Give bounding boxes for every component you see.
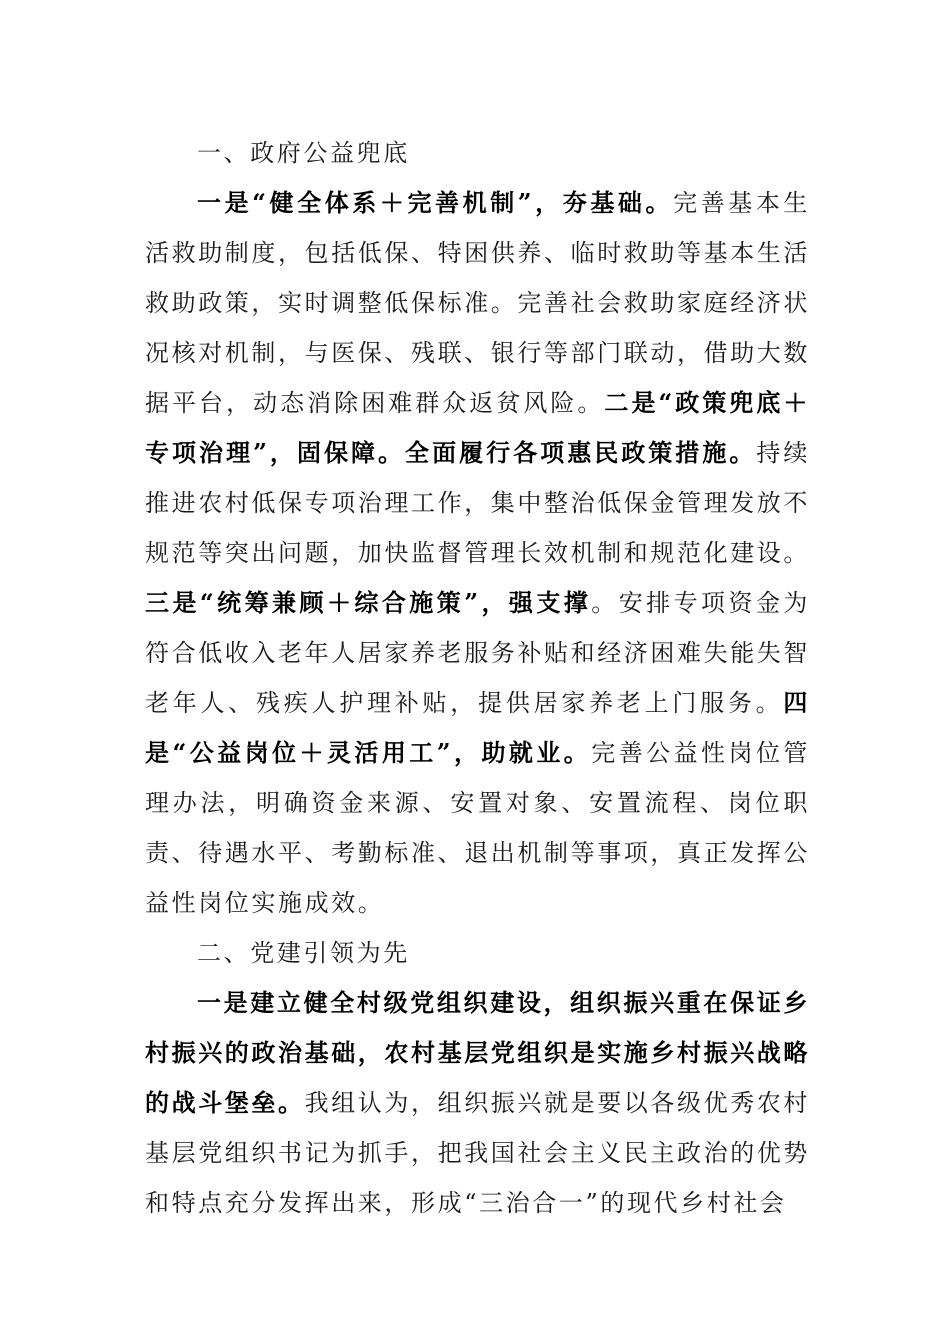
bold-lead-4: 四是“公益岗位＋灵活用工”，助就业。 [145, 688, 810, 767]
section-heading-2: 二、党建引领为先 [197, 939, 410, 967]
body-text-2: 持续推进农村低保专项治理工作，集中整治低保金管理发放不规范等突出问题，加快监督管理长效机制和规范化建设。 [145, 439, 810, 567]
bold-lead-1: 一是“健全体系＋完善机制”，夯基础。 [197, 188, 674, 217]
bold-lead-3: 三是“统筹兼顾＋综合施策”，强支撑 [145, 588, 592, 617]
body-text-3: 。安排专项资金为符合低收入老年人居家养老服务补贴和经济困难失能失智老年人、残疾人护理补贴，提供居家养老上门服务。 [145, 589, 810, 717]
body-text-4: 完善公益性岗位管理办法，明确资金来源、安置对象、安置流程、岗位职责、待遇水平、考勤标准、退出机制等事项，真正发挥公益性岗位实施成效。 [145, 739, 810, 917]
bold-lead-2: 二是“政策兜底＋专项治理”，固保障。全面履行各项惠民政策措施。 [145, 388, 810, 467]
document-body [145, 128, 810, 1228]
section-heading-1: 一、政府公益兜底 [197, 139, 410, 167]
section-2-paragraph [145, 978, 810, 1228]
body-text-1: 完善基本生活救助制度，包括低保、特困供养、临时救助等基本生活救助政策，实时调整低保标准。完善社会救助家庭经济状况核对机制，与医保、残联、银行等部门联动，借助大数据平台，动态消除困难群众返贫风险。 [145, 189, 811, 417]
body-text-5: 我组认为，组织振兴就是要以各级优秀农村基层党组织书记为抓手，把我国社会主义民主政治的优势和特点充分发挥出来，形成“三治合一”的现代乡村社会 [145, 1089, 811, 1217]
bold-lead-5: 一是建立健全村级党组织建设，组织振兴重在保证乡村振兴的政治基础，农村基层党组织是实施乡村振兴战略的战斗堡垒。 [145, 988, 810, 1117]
section-1-paragraph [145, 178, 810, 928]
